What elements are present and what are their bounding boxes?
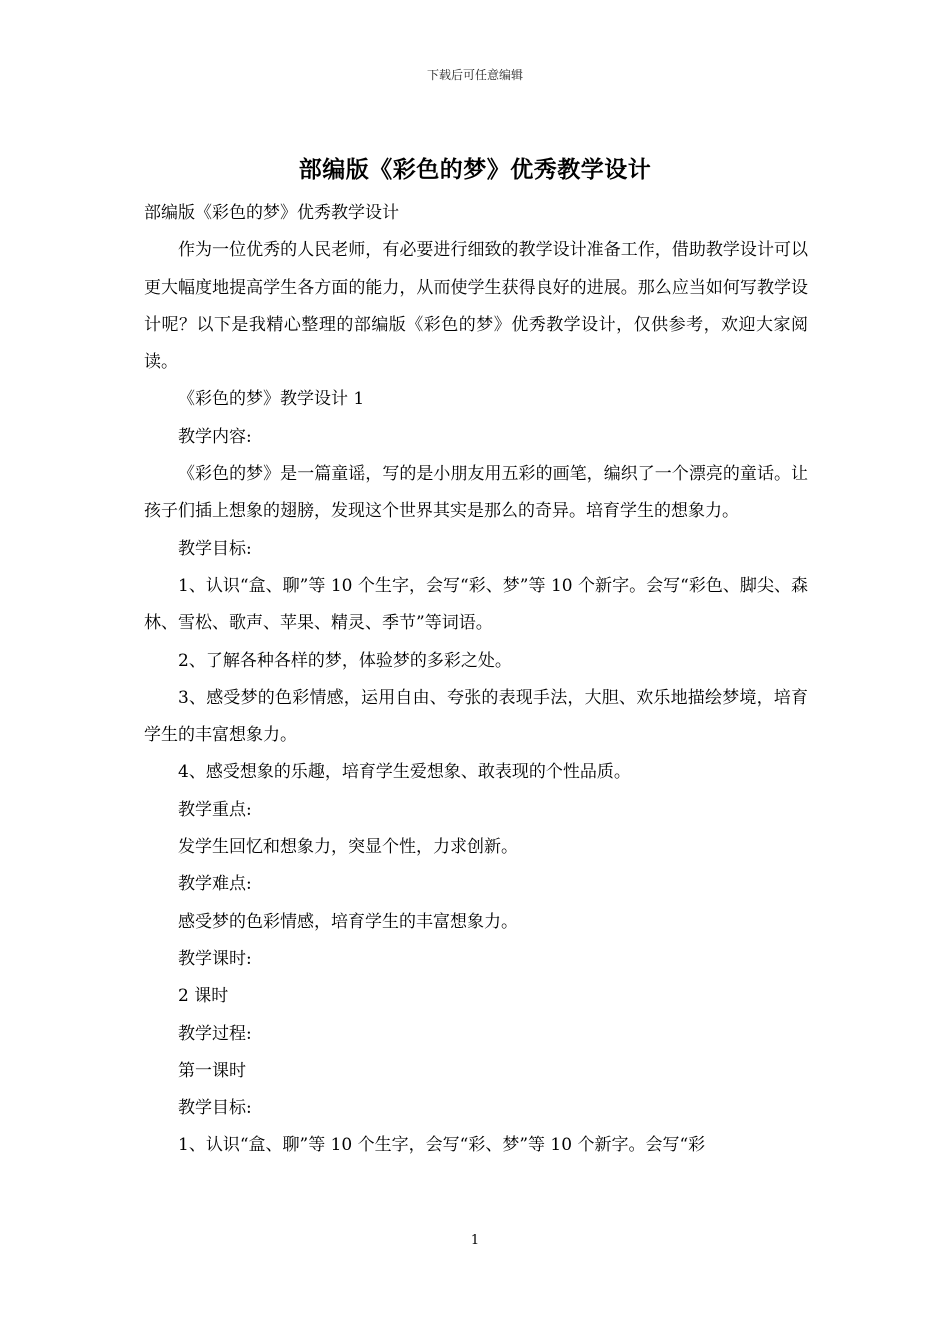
subtitle-line: 部编版《彩色的梦》优秀教学设计 <box>144 203 399 223</box>
document-body <box>144 195 808 1165</box>
document-title: 部编版《彩色的梦》优秀教学设计 <box>298 156 652 183</box>
goal-item: 3、感受梦的色彩情感，运用自由、夸张的表现手法，大胆、欢乐地描绘梦境，培育学生的丰富想象力。 <box>144 687 808 746</box>
section-heading: 《彩色的梦》教学设计 1 <box>178 389 365 410</box>
page-number: 1 <box>470 1233 480 1248</box>
intro-paragraph: 作为一位优秀的人民老师，有必要进行细致的教学设计准备工作，借助教学设计可以更大幅度地提高学生各方面的能力，从而使学生获得良好的进展。那么应当如何写教学设计呢？以下是我精心整理的部编版《彩色的梦》优秀教学设计，仅供参考，欢迎大家阅读。 <box>144 240 808 373</box>
goal-item: 1、认识“盒、聊”等 10 个生字，会写“彩、梦”等 10 个新字。会写“彩色、脚尖、森林、雪松、歌声、苹果、精灵、季节”等词语。 <box>144 575 808 634</box>
goal-item: 1、认识“盒、聊”等 10 个生字，会写“彩、梦”等 10 个新字。会写“彩 <box>178 1135 706 1156</box>
header-note: 下载后可任意编辑 <box>426 68 523 82</box>
label-teaching-content: 教学内容: <box>178 426 252 447</box>
goal-item: 2、了解各种各样的梦，体验梦的多彩之处。 <box>178 650 512 671</box>
label-class-hours: 教学课时: <box>178 948 252 969</box>
difficulties-text: 感受梦的色彩情感，培育学生的丰富想象力。 <box>178 911 518 932</box>
lesson-heading: 第一课时 <box>178 1060 246 1081</box>
label-difficulties: 教学难点: <box>178 874 252 895</box>
content-paragraph: 《彩色的梦》是一篇童谣，写的是小朋友用五彩的画笔，编织了一个漂亮的童话。让孩子们插上想象的翅膀，发现这个世界其实是那么的奇异。培育学生的想象力。 <box>144 464 808 522</box>
label-key-points: 教学重点: <box>178 799 252 820</box>
label-teaching-goals: 教学目标: <box>178 538 252 559</box>
label-teaching-goals: 教学目标: <box>178 1098 252 1119</box>
label-teaching-process: 教学过程: <box>178 1023 252 1044</box>
class-hours-text: 2 课时 <box>178 986 229 1007</box>
key-points-text: 发学生回忆和想象力，突显个性，力求创新。 <box>178 837 518 858</box>
goal-item: 4、感受想象的乐趣，培育学生爱想象、敢表现的个性品质。 <box>178 762 631 783</box>
